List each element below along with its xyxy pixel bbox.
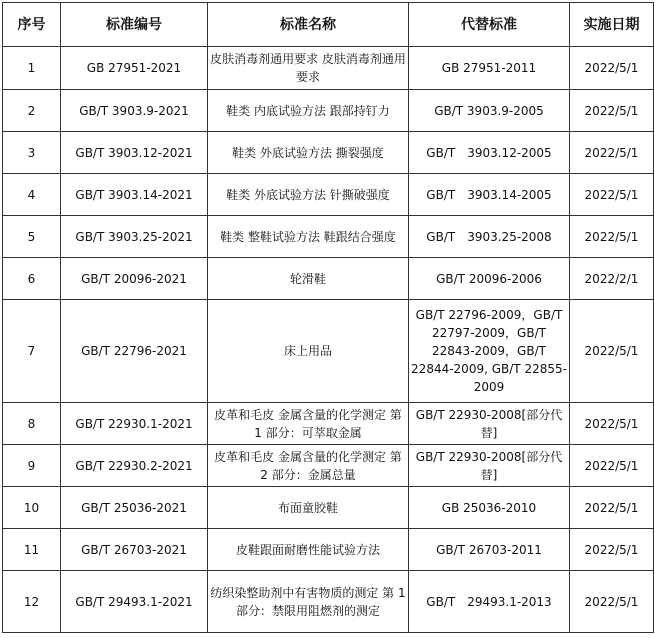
cell-name: 皮革和毛皮 金属含量的化学测定 第 2 部分：金属总量 <box>208 445 409 487</box>
header-code: 标准编号 <box>61 3 208 47</box>
cell-code: GB/T 26703-2021 <box>61 529 208 571</box>
header-date: 实施日期 <box>570 3 654 47</box>
cell-code: GB/T 3903.12-2021 <box>61 132 208 174</box>
cell-replace: GB/T 3903.9-2005 <box>409 90 570 132</box>
cell-date: 2022/5/1 <box>570 300 654 403</box>
table-row <box>3 300 654 403</box>
cell-name: 皮革和毛皮 金属含量的化学测定 第 1 部分：可萃取金属 <box>208 403 409 445</box>
cell-replace: GB/T 3903.25-2008 <box>409 216 570 258</box>
cell-date: 2022/5/1 <box>570 47 654 90</box>
cell-replace: GB/T 29493.1-2013 <box>409 571 570 633</box>
cell-date: 2022/5/1 <box>570 571 654 633</box>
standards-table <box>2 2 654 633</box>
cell-no: 11 <box>3 529 61 571</box>
cell-name: 床上用品 <box>208 300 409 403</box>
cell-no: 2 <box>3 90 61 132</box>
cell-name: 鞋类 内底试验方法 跟部持钉力 <box>208 90 409 132</box>
cell-no: 10 <box>3 487 61 529</box>
table-row <box>3 132 654 174</box>
cell-name: 轮滑鞋 <box>208 258 409 300</box>
table-row <box>3 487 654 529</box>
cell-code: GB/T 22796-2021 <box>61 300 208 403</box>
header-name: 标准名称 <box>208 3 409 47</box>
cell-replace: GB/T 26703-2011 <box>409 529 570 571</box>
cell-name: 鞋类 外底试验方法 撕裂强度 <box>208 132 409 174</box>
cell-no: 8 <box>3 403 61 445</box>
cell-name: 鞋类 外底试验方法 针撕破强度 <box>208 174 409 216</box>
cell-date: 2022/5/1 <box>570 90 654 132</box>
cell-no: 7 <box>3 300 61 403</box>
cell-replace: GB/T 20096-2006 <box>409 258 570 300</box>
cell-code: GB/T 3903.9-2021 <box>61 90 208 132</box>
table-row <box>3 403 654 445</box>
cell-code: GB 27951-2021 <box>61 47 208 90</box>
header-no: 序号 <box>3 3 61 47</box>
cell-code: GB/T 29493.1-2021 <box>61 571 208 633</box>
cell-code: GB/T 22930.1-2021 <box>61 403 208 445</box>
cell-date: 2022/5/1 <box>570 529 654 571</box>
cell-code: GB/T 3903.25-2021 <box>61 216 208 258</box>
header-row <box>3 3 654 47</box>
cell-name: 布面童胶鞋 <box>208 487 409 529</box>
cell-replace: GB/T 22796-2009，GB/T 22797-2009，GB/T 22843-2009，GB/T 22844-2009, GB/T 22855-2009 <box>409 300 570 403</box>
cell-replace: GB 25036-2010 <box>409 487 570 529</box>
cell-name: 皮肤消毒剂通用要求 皮肤消毒剂通用要求 <box>208 47 409 90</box>
table-row <box>3 529 654 571</box>
cell-replace: GB/T 22930-2008[部分代替] <box>409 445 570 487</box>
cell-no: 4 <box>3 174 61 216</box>
header-replace: 代替标准 <box>409 3 570 47</box>
table-row <box>3 258 654 300</box>
cell-no: 5 <box>3 216 61 258</box>
cell-replace: GB/T 3903.14-2005 <box>409 174 570 216</box>
cell-replace: GB/T 22930-2008[部分代替] <box>409 403 570 445</box>
table-row <box>3 445 654 487</box>
cell-code: GB/T 22930.2-2021 <box>61 445 208 487</box>
table-row <box>3 47 654 90</box>
cell-no: 9 <box>3 445 61 487</box>
cell-replace: GB 27951-2011 <box>409 47 570 90</box>
cell-name: 皮鞋跟面耐磨性能试验方法 <box>208 529 409 571</box>
cell-date: 2022/5/1 <box>570 132 654 174</box>
cell-no: 12 <box>3 571 61 633</box>
cell-name: 鞋类 整鞋试验方法 鞋跟结合强度 <box>208 216 409 258</box>
cell-date: 2022/5/1 <box>570 174 654 216</box>
table-row <box>3 174 654 216</box>
table-row <box>3 216 654 258</box>
table-row <box>3 571 654 633</box>
cell-no: 6 <box>3 258 61 300</box>
table-row <box>3 90 654 132</box>
cell-code: GB/T 20096-2021 <box>61 258 208 300</box>
cell-replace: GB/T 3903.12-2005 <box>409 132 570 174</box>
cell-date: 2022/2/1 <box>570 258 654 300</box>
cell-code: GB/T 25036-2021 <box>61 487 208 529</box>
cell-date: 2022/5/1 <box>570 403 654 445</box>
cell-code: GB/T 3903.14-2021 <box>61 174 208 216</box>
cell-date: 2022/5/1 <box>570 445 654 487</box>
cell-no: 3 <box>3 132 61 174</box>
cell-no: 1 <box>3 47 61 90</box>
cell-date: 2022/5/1 <box>570 487 654 529</box>
cell-date: 2022/5/1 <box>570 216 654 258</box>
cell-name: 纺织染整助剂中有害物质的测定 第 1 部分：禁限用阻燃剂的测定 <box>208 571 409 633</box>
